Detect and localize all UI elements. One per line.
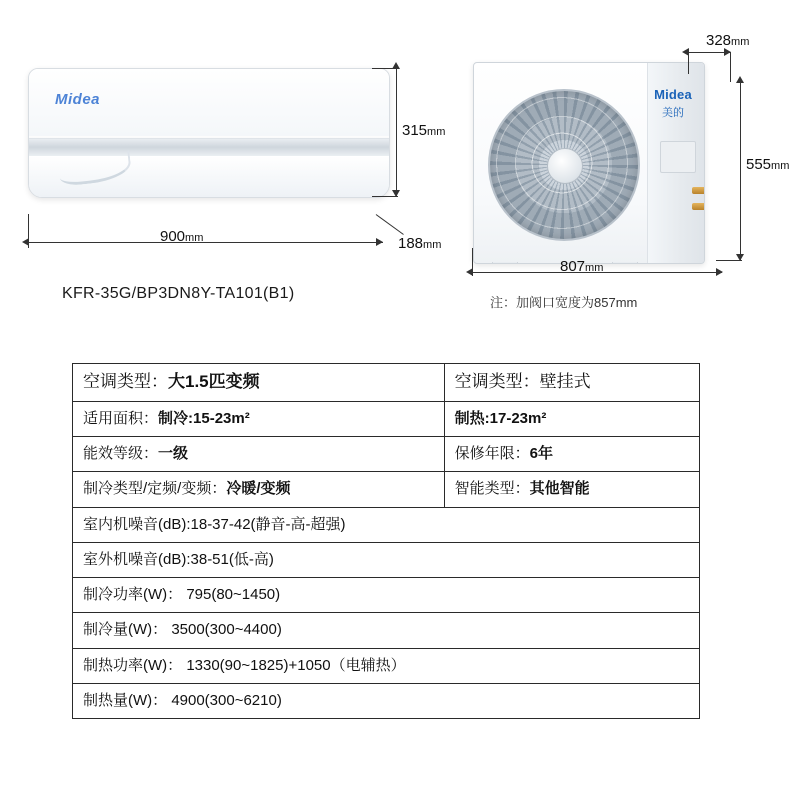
table-row bbox=[73, 364, 700, 402]
spec-label-2-1: 保修年限： bbox=[454, 445, 530, 463]
indoor-height-dimension-line bbox=[396, 68, 397, 196]
spec-label-3-1: 智能类型： bbox=[454, 480, 530, 498]
brand-logo-outdoor bbox=[650, 87, 696, 120]
outdoor-depth-label bbox=[706, 32, 749, 49]
table-row bbox=[73, 578, 700, 613]
table-row bbox=[73, 683, 700, 718]
outdoor-width-value: 807 bbox=[560, 258, 586, 275]
spec-value-2-1: 6年 bbox=[529, 445, 554, 463]
indoor-depth-dimension-line bbox=[376, 214, 404, 235]
outdoor-height-arrow-top bbox=[736, 76, 744, 83]
indoor-height-label bbox=[402, 122, 445, 139]
spec-cell-energy-grade bbox=[73, 437, 445, 472]
spec-cell-warranty bbox=[444, 437, 699, 472]
indoor-model-number: KFR-35G/BP3DN8Y-TA101(B1) bbox=[62, 285, 295, 302]
outdoor-width-arrow-right bbox=[716, 268, 723, 276]
spec-value-0-1: 壁挂式 bbox=[539, 372, 591, 391]
indoor-width-value: 900 bbox=[160, 228, 186, 245]
spec-label-0-1: 空调类型： bbox=[454, 372, 540, 391]
spec-cell-heating-power: 制热功率(W)： 1330(90~1825)+1050（电辅热） bbox=[73, 648, 700, 683]
brand-logo-en: Midea bbox=[654, 87, 692, 102]
spec-cell-outdoor-noise: 室外机噪音(dB):38-51(低-高) bbox=[73, 542, 700, 577]
spec-cell-indoor-noise: 室内机噪音(dB):18-37-42(静音-高-超强) bbox=[73, 507, 700, 542]
outdoor-depth-value: 328 bbox=[706, 32, 732, 49]
spec-value-3-1: 其他智能 bbox=[529, 480, 590, 498]
product-diagram-area bbox=[0, 0, 800, 350]
outdoor-height-unit: mm bbox=[771, 160, 790, 172]
indoor-height-tick-bottom bbox=[372, 196, 398, 197]
refrigerant-pipe-upper bbox=[692, 187, 705, 194]
outdoor-depth-unit: mm bbox=[731, 36, 750, 48]
indoor-unit-illustration bbox=[20, 60, 400, 200]
spec-cell-smart-type bbox=[444, 472, 699, 507]
outdoor-width-label bbox=[560, 258, 603, 275]
outdoor-depth-tick-right bbox=[730, 52, 731, 82]
spec-cell-cooling-power: 制冷功率(W)： 795(80~1450) bbox=[73, 578, 700, 613]
spec-cell-area-cooling bbox=[73, 401, 445, 436]
spec-value-1-1: 制热:17-23m² bbox=[454, 409, 547, 427]
spec-value-0-0: 大1.5匹变频 bbox=[168, 372, 260, 391]
outdoor-height-value: 555 bbox=[746, 156, 772, 173]
unit-foot-left bbox=[492, 262, 518, 264]
brand-logo-indoor: Midea bbox=[55, 91, 101, 108]
specification-table bbox=[72, 363, 700, 719]
indoor-height-tick-top bbox=[372, 68, 398, 69]
indoor-width-dimension-line bbox=[28, 242, 383, 243]
spec-cell-cooling-type bbox=[73, 472, 445, 507]
outdoor-height-tick-bottom bbox=[716, 260, 742, 261]
table-row bbox=[73, 648, 700, 683]
outdoor-unit-body bbox=[473, 62, 705, 264]
indoor-depth-value: 188 bbox=[398, 235, 424, 252]
spec-cell-type-mount bbox=[444, 364, 699, 402]
outdoor-width-unit: mm bbox=[585, 262, 604, 274]
spec-cell-cooling-capacity: 制冷量(W)： 3500(300~4400) bbox=[73, 613, 700, 648]
refrigerant-pipe-lower bbox=[692, 203, 705, 210]
spec-value-2-0: 一级 bbox=[158, 445, 189, 463]
table-row bbox=[73, 542, 700, 577]
spec-label-1-0: 适用面积： bbox=[83, 409, 159, 427]
table-row bbox=[73, 613, 700, 648]
indoor-width-label bbox=[160, 228, 203, 245]
indoor-depth-label bbox=[398, 235, 441, 252]
table-row bbox=[73, 507, 700, 542]
indoor-height-unit: mm bbox=[427, 126, 446, 138]
brand-logo-cn: 美的 bbox=[662, 107, 684, 119]
outdoor-height-label bbox=[746, 156, 789, 173]
spec-value-1-0: 制冷:15-23m² bbox=[158, 409, 250, 427]
indoor-height-value: 315 bbox=[402, 122, 428, 139]
spec-label-0-0: 空调类型： bbox=[83, 372, 168, 391]
outdoor-width-tick-left bbox=[472, 248, 473, 276]
outdoor-depth-tick-left bbox=[688, 52, 689, 74]
indoor-width-tick-left bbox=[28, 214, 29, 248]
table-row bbox=[73, 472, 700, 507]
spec-label-3-0: 制冷类型/定频/变频： bbox=[83, 480, 227, 498]
indoor-unit-body bbox=[28, 68, 390, 198]
outdoor-height-dimension-line bbox=[740, 82, 741, 260]
valve-cover bbox=[660, 141, 696, 173]
table-row bbox=[73, 401, 700, 436]
spec-cell-type-capacity bbox=[73, 364, 445, 402]
indoor-width-arrow-right bbox=[376, 238, 383, 246]
spec-cell-heating-capacity: 制热量(W)： 4900(300~6210) bbox=[73, 683, 700, 718]
fan-grille-icon bbox=[488, 89, 640, 241]
spec-value-3-0: 冷暖/变频 bbox=[226, 480, 291, 498]
outdoor-note: 注：加阀口宽度为857mm bbox=[490, 295, 638, 310]
spec-label-2-0: 能效等级： bbox=[83, 445, 159, 463]
table-row bbox=[73, 437, 700, 472]
unit-foot-right bbox=[612, 262, 638, 264]
indoor-width-unit: mm bbox=[185, 232, 204, 244]
indoor-depth-unit: mm bbox=[423, 239, 442, 251]
spec-cell-area-heating bbox=[444, 401, 699, 436]
